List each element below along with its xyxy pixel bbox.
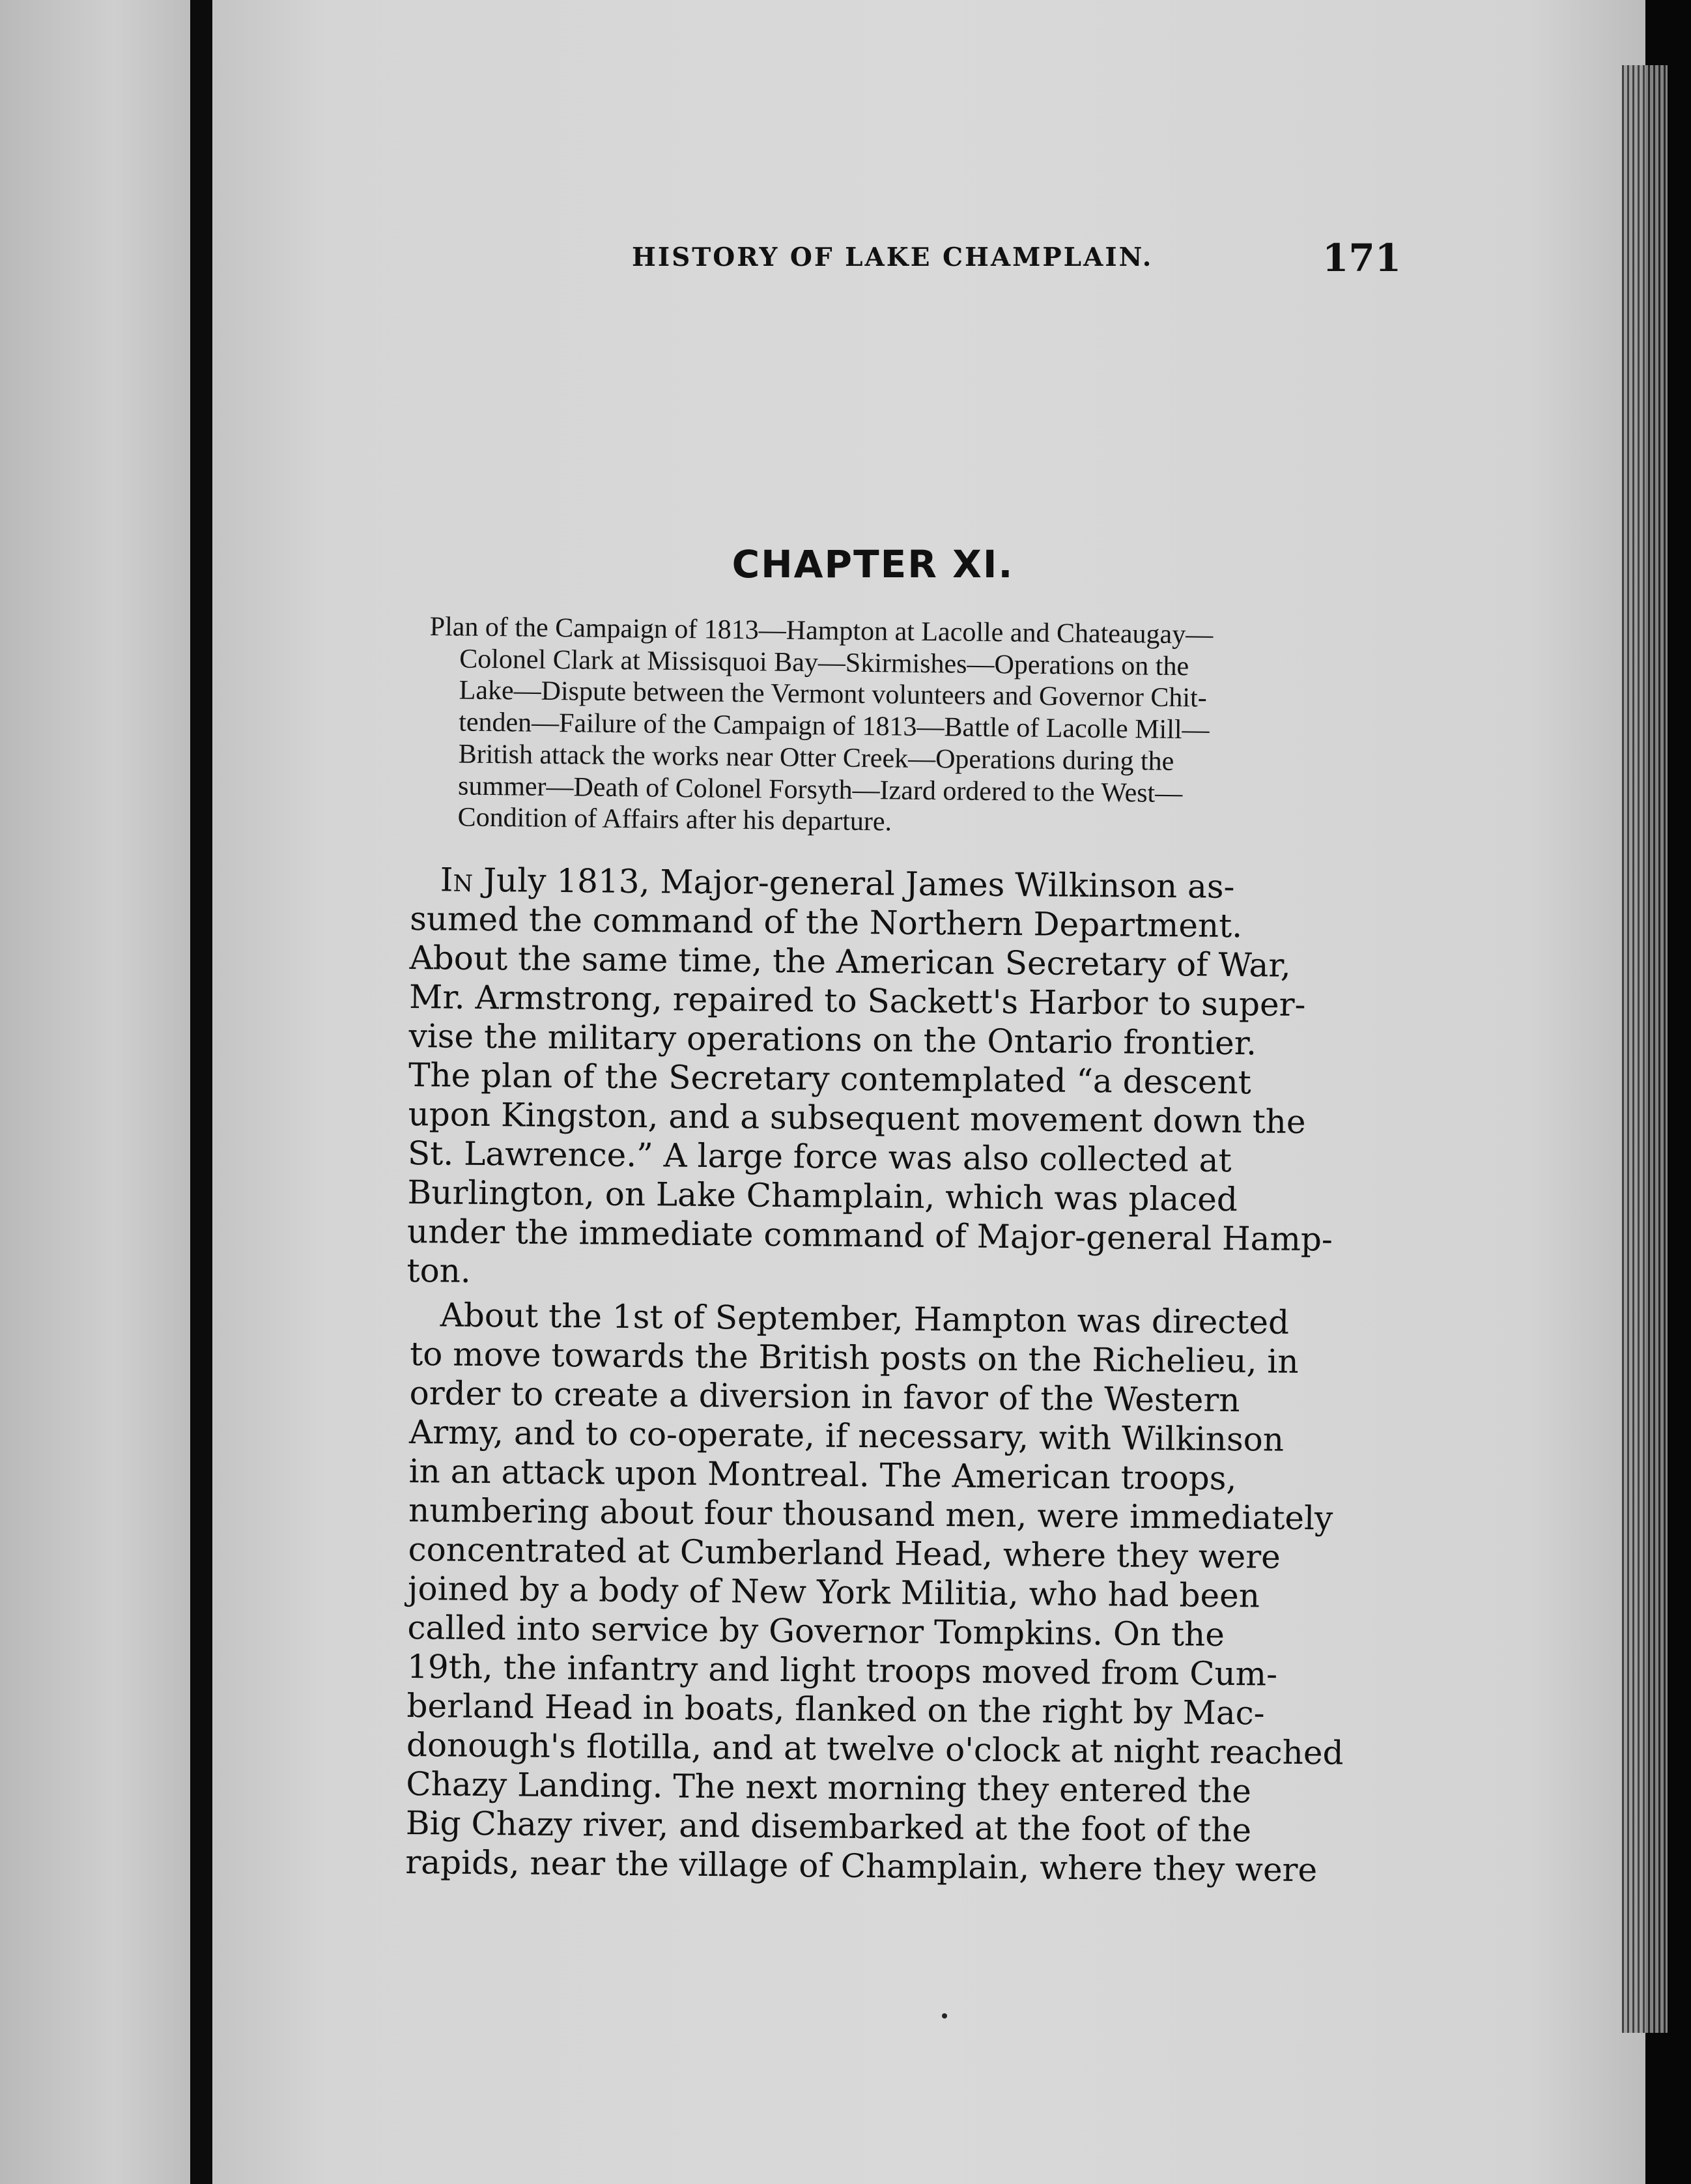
page-stack-edge [1622,65,1668,2033]
synopsis-line: Condition of Affairs after his departure. [457,802,892,837]
paragraph-line: St. Lawrence.” A large force was also collected at [407,1134,1232,1180]
page-number: 171 [1322,236,1402,280]
running-header: HISTORY OF LAKE CHAMPLAIN. [632,242,1154,272]
paragraph-line: 19th, the infantry and light troops moved from Cum- [406,1647,1278,1693]
synopsis-line: Plan of the Campaign of 1813—Hampton at Lacolle and Chateaugay— [429,611,1214,650]
synopsis-line: Colonel Clark at Missisquoi Bay—Skirmishes—Operations on the [459,644,1189,682]
paragraph-2 [405,1295,1355,1890]
paragraph-line: About the 1st of September, Hampton was directed [440,1296,1290,1342]
paragraph-line: The plan of the Secretary contemplated “a descent [408,1056,1252,1102]
paragraph-line: vise the military operations on the Ontario frontier. [408,1016,1257,1063]
synopsis-line: tenden—Failure of the Campaign of 1813—Battle of Lacolle Mill— [458,707,1210,745]
drop-word: In [440,861,474,899]
paragraph-line: Army, and to co-operate, if necessary, with Wilkinson [408,1413,1285,1459]
paragraph-line: under the immediate command of Major-general Hamp- [406,1212,1333,1259]
paragraph-line: order to create a diversion in favor of the Western [409,1373,1240,1420]
paragraph-line: Mr. Armstrong, repaired to Sackett's Harbor to super- [408,977,1306,1024]
synopsis-line: British attack the works near Otter Creek—Operations during the [458,739,1174,777]
paragraph-line: concentrated at Cumberland Head, where they were [408,1530,1281,1576]
paragraph-line: numbering about four thousand men, were immediately [408,1491,1333,1538]
paragraph-line: called into service by Governor Tompkins. On the [407,1608,1225,1654]
paragraph-line: rapids, near the village of Champlain, where they were [405,1843,1318,1889]
paragraph-line: upon Kingston, and a subsequent movement down the [408,1095,1306,1142]
paragraph-line: sumed the command of the Northern Department. [409,899,1243,945]
facing-page-edge [0,0,190,2184]
synopsis-line: Lake—Dispute between the Vermont volunteers and Governor Chit- [459,675,1207,713]
chapter-title: CHAPTER XI. [732,542,1014,586]
paragraph-line: ton. [406,1251,472,1290]
paragraph-line-text: July 1813, Major-general James Wilkinson as- [472,861,1235,906]
paragraph-line: berland Head in boats, flanked on the right by Mac- [406,1686,1265,1732]
synopsis-line: summer—Death of Colonel Forsyth—Izard ordered to the West— [457,771,1183,809]
paragraph-line: donough's flotilla, and at twelve o'clock at night reached [406,1725,1344,1772]
paragraph-line: Chazy Landing. The next morning they entered the [406,1764,1252,1811]
paragraph-line: in an attack upon Montreal. The American troops, [408,1452,1237,1498]
paragraph-line: joined by a body of New York Militia, who had been [407,1569,1260,1615]
paragraph-1 [406,860,1355,1299]
paragraph-line: Burlington, on Lake Champlain, which was placed [407,1173,1238,1219]
ink-speck [942,2013,947,2019]
book-gutter [190,0,212,2184]
chapter-synopsis [427,611,1367,843]
paragraph-line: About the same time, the American Secretary of War, [409,938,1291,984]
paragraph-line: to move towards the British posts on the Richelieu, in [409,1334,1299,1381]
paragraph-line: Big Chazy river, and disembarked at the foot of the [405,1803,1252,1850]
